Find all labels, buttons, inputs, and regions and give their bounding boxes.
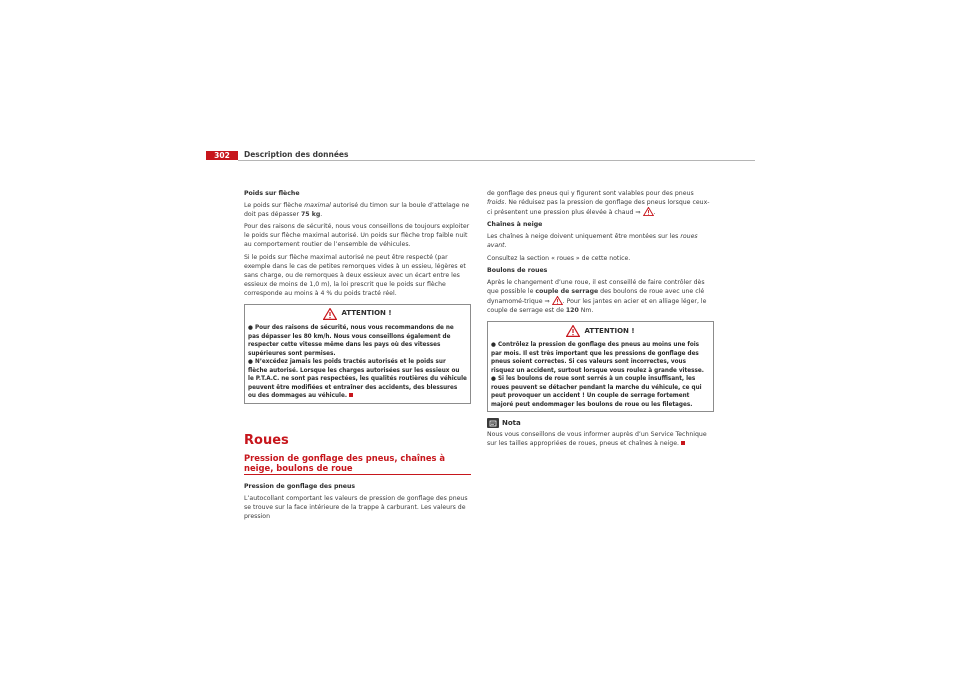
pression-continued [487,189,714,217]
text: Le poids sur flèche [244,202,305,210]
end-mark-icon [349,393,353,397]
text: de gonflage des pneus qui y figurent sont valables pour des pneus [487,190,694,197]
warning-item [248,324,467,358]
end-mark-icon [681,441,685,445]
warning-title: ATTENTION ! [584,326,635,335]
chaines-reference: Consultez la section « roues » de cette notice. [487,254,631,262]
text-italic: roues avant [487,233,698,250]
text: . [504,242,507,250]
warning-box-right [487,321,714,412]
warning-item-text: Contrôlez la pression de gonflage des pneus au moins une fois par mois. Il est très important que les pressions de gonflage des pneus soient correctes. Si ces valeurs sont incorrectes, vous risquez un accident, surtout lorsque vous roulez à grande vitesse. [491,342,704,374]
section-title: Roues [244,432,289,448]
arrow-icon: ⇒ [635,209,641,217]
warning-triangle-icon [323,308,337,320]
boulons-paragraph [487,278,714,315]
warning-box-left [244,304,471,404]
nota-paragraph [487,430,714,448]
bullet-icon: ● [491,376,496,383]
chaines-heading: Chaînes à neige [487,221,543,229]
arrow-icon: ⇒ [544,297,550,305]
warning-item-text: Si les boulons de roue sont serrés à un couple insuffisant, les roues peuvent se détacher pendant la marche du véhicule, ce qui peut provoquer un accident ! Un couple de serrage fortement majoré peut endommager les boulons de roue ou les filetages. [491,376,702,408]
warning-title: ATTENTION ! [341,309,392,318]
pression-heading: Pression de gonflage des pneus [244,482,356,490]
nota-header [487,418,714,428]
text-italic: maximal [304,202,331,210]
chaines-paragraph [487,232,714,250]
warning-triangle-icon[interactable] [643,207,654,216]
poids-paragraph-2: Pour des raisons de sécurité, nous vous conseillons de toujours exploiter le poids sur flèche maximal autorisé. Un poids sur flèche trop faible nuit au comportement routier de l’ensemble de véhicules. [244,223,470,249]
warning-item-text: Pour des raisons de sécurité, nous vous recommandons de ne pas dépasser les 80 km/h. Nous vous conseillons également de respecter cette vitesse même dans les pays où des vitesses supérieures sont permises. [248,325,454,357]
warning-item-text: N’excédez jamais les poids tractés autorisés et le poids sur flèche autorisé. Lorsque les charges autorisées sur les essieux ou le P.T.A.C. ne sont pas respectées, les qualités routières du véhicule peuvent être modifiées et entraîner des accidents, des blessures ou des dommages au véhicule. [248,359,467,400]
text-bold: 120 [565,307,579,315]
note-icon [487,418,499,428]
warning-triangle-icon[interactable] [552,296,563,305]
bullet-icon: ● [491,342,496,349]
subsection-title: Pression de gonflage des pneus, chaînes à neige, boulons de roue [244,452,446,473]
poids-paragraph-3: Si le poids sur flèche maximal autorisé ne peut être respecté (par exemple dans le cas de petites remorques vides à un essieu, légères et sans charge, ou de remorques à deux essieux avec un écart entre les essieux de moins de 1,0 m), la loi prescrit que le poids sur flèche corresponde au moins à 4 % du poids tracté réel. [244,253,466,297]
page-number: 302 [206,151,238,160]
pression-paragraph: L’autocollant comportant les valeurs de pression de gonflage des pneus se trouve sur la face intérieure de la trappe à carburant. Les valeurs de pression [244,494,468,520]
text: . Ne réduisez pas la pression de gonflage des pneus lorsque ceux-ci présentent une pression plus élevée à chaud [487,199,710,217]
poids-paragraph-1 [244,201,471,219]
warning-header [248,308,467,320]
boulons-heading: Boulons de roues [487,266,548,274]
text: des boulons de roue avec une clé dynamomé-trique [487,287,705,305]
text: Nm. [578,307,594,315]
warning-header [491,325,710,337]
text: . [653,209,656,217]
bullet-icon: ● [248,359,253,366]
text-bold: couple de serrage [535,287,599,295]
right-column [487,189,714,451]
text-italic: froids [487,199,505,207]
text: Les chaînes à neige doivent uniquement être montées sur les [487,233,681,241]
chapter-title: Description des données [244,150,349,159]
warning-triangle-icon [566,325,580,337]
warning-item [248,358,467,401]
header-divider [238,160,755,161]
text: Après le changement d’une roue, il est conseillé de faire contrôler dès que possible le [487,278,705,295]
text: . Pour les jantes en acier et en alliage léger, le couple de serrage est de [487,297,707,315]
text-bold: 75 kg [300,211,321,219]
poids-heading: Poids sur flèche [244,190,300,197]
warning-item [491,375,710,409]
text: autorisé du timon sur la boule d’attelage ne doit pas dépasser [244,202,470,219]
subsection-divider [244,474,471,475]
warning-item [491,341,710,375]
nota-title: Nota [502,418,521,427]
bullet-icon: ● [248,325,253,332]
text: . [320,211,323,219]
left-column [244,189,471,524]
text: Nous vous conseillons de vous informer auprès d’un Service Technique sur les tailles appropriées de roues, pneus et chaînes à neige. [487,431,707,448]
